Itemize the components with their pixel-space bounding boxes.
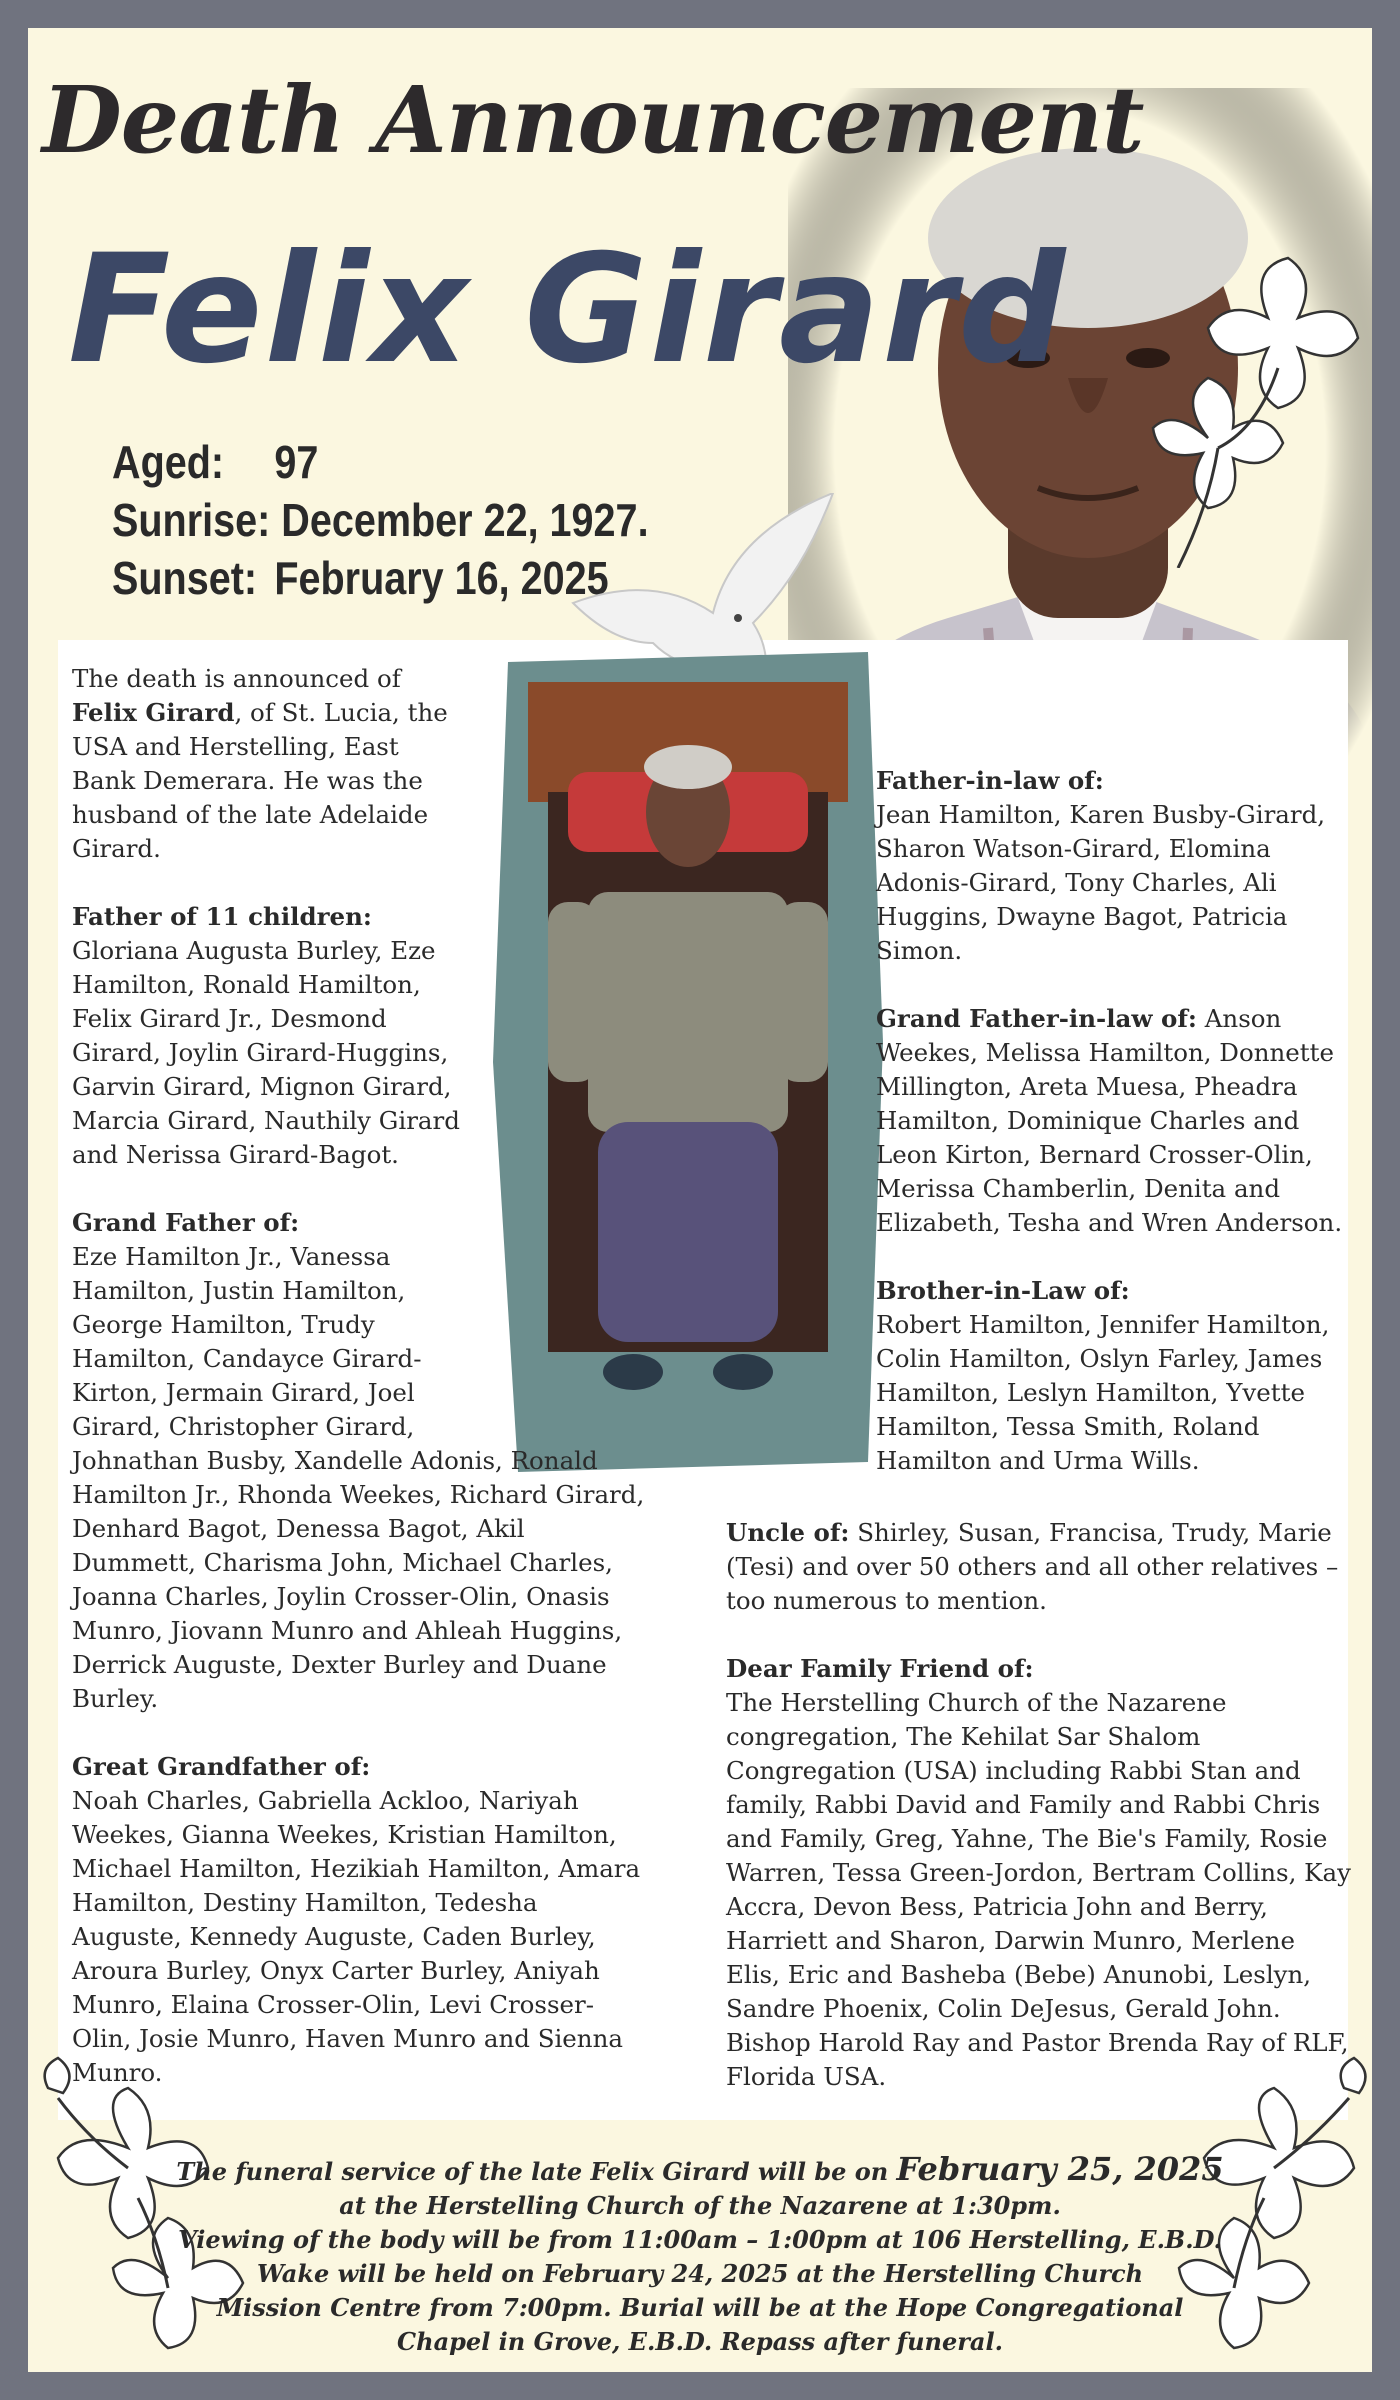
children-section: [72, 900, 464, 1172]
father-in-law-heading: Father-in-law of:: [876, 766, 1104, 795]
aged-label: Aged:: [112, 436, 225, 488]
great-grandfather-section: [72, 1750, 652, 2090]
brother-in-law-heading: Brother-in-Law of:: [876, 1276, 1130, 1305]
sunset-label: Sunset:: [112, 552, 258, 604]
left-column: [72, 662, 652, 2124]
great-grandfather-text: Noah Charles, Gabriella Ackloo, Nariyah Weekes, Gianna Weekes, Kristian Hamilton, Michael Hamilton, Hezikiah Hamilton, Amara Hamilton, Destiny Hamilton, Tedesha Auguste, Kennedy Auguste, Caden Burley, Aroura Burley, Onyx Carter Burley, Aniyah Munro, Elaina Crosser-Olin, Levi Crosser-Olin, Josie Munro, Haven Munro and Sienna Munro.: [72, 1786, 641, 2087]
header-title: Death Announcement: [42, 66, 1144, 174]
announcement-paper: [28, 28, 1372, 2372]
sunset-value: February 16, 2025: [274, 552, 609, 604]
family-friend-text: The Herstelling Church of the Nazarene congregation, The Kehilat Sar Shalom Congregation (USA) including Rabbi Stan and family, Rabbi David and Family and Rabbi Chris and Family, Greg, Yahne, The Bie's Family, Rosie Warren, Tessa Green-Jordon, Bertram Collins, Kay Accra, Devon Bess, Patricia John and Berry, Harriett and Sharon, Darwin Munro, Merlene Elis, Eric and Basheba (Bebe) Anunobi, Leslyn, Sandre Phoenix, Colin DeJesus, Gerald John. Bishop Harold Ray and Pastor Brenda Ray of RLF, Florida USA.: [726, 1688, 1351, 2091]
grandfather-in-law-heading: Grand Father-in-law of:: [876, 1004, 1197, 1033]
grandfather-in-law-text: Anson Weekes, Melissa Hamilton, Donnette Millington, Areta Muesa, Pheadra Hamilton, Dominique Charles and Leon Kirton, Bernard Crosser-Olin, Merissa Chamberlin, Denita and Elizabeth, Tesha and Wren Anderson.: [876, 1004, 1343, 1237]
family-friend-heading: Dear Family Friend of:: [726, 1654, 1034, 1683]
brother-in-law-section: [876, 1274, 1356, 1478]
intro-before: The death is announced of: [72, 664, 401, 693]
grandfather-in-law-section: [876, 1002, 1356, 1240]
funeral-line-6: Chapel in Grove, E.B.D. Repass after funeral.: [397, 2327, 1003, 2356]
funeral-line-2: at the Herstelling Church of the Nazarene at 1:30pm.: [339, 2191, 1061, 2220]
uncle-heading: Uncle of:: [726, 1518, 850, 1547]
intro-after: , of St. Lucia, the USA and Herstelling, East Bank Demerara. He was the husband of the late Adelaide Girard.: [72, 698, 448, 863]
uncle-section: [726, 1516, 1356, 1618]
grandfather-section: [72, 1206, 652, 1716]
great-grandfather-heading: Great Grandfather of:: [72, 1752, 371, 1781]
right-column-lower: [726, 1516, 1356, 2128]
sunrise-value: December 22, 1927.: [281, 494, 649, 546]
funeral-line-4: Wake will be held on February 24, 2025 at the Herstelling Church: [256, 2259, 1144, 2288]
family-friend-section: [726, 1652, 1356, 2094]
children-text: Gloriana Augusta Burley, Eze Hamilton, Ronald Hamilton, Felix Girard Jr., Desmond Girard, Joylin Girard-Huggins, Garvin Girard, Mignon Girard, Marcia Girard, Nauthily Girard and Nerissa Girard-Bagot.: [72, 936, 460, 1169]
funeral-date: February 25, 2025: [896, 2150, 1224, 2188]
father-in-law-text: Jean Hamilton, Karen Busby-Girard, Sharon Watson-Girard, Elomina Adonis-Girard, Tony Charles, Ali Huggins, Dwayne Bagot, Patricia Simon.: [876, 800, 1326, 965]
grandfather-text-wide: Johnathan Busby, Xandelle Adonis, Ronald Hamilton Jr., Rhonda Weekes, Richard Girard, Denhard Bagot, Denessa Bagot, Akil Dummett, Charisma John, Michael Charles, Joanna Charles, Joylin Crosser-Olin, Onasis Munro, Jiovann Munro and Ahleah Huggins, Derrick Auguste, Dexter Burley and Duane Burley.: [72, 1446, 645, 1713]
deceased-name: Felix Girard: [68, 223, 1068, 397]
funeral-line-1-text: The funeral service of the late Felix Girard will be on: [176, 2157, 889, 2186]
father-in-law-section: [876, 764, 1356, 968]
children-heading: Father of 11 children:: [72, 902, 372, 931]
funeral-line-5: Mission Centre from 7:00pm. Burial will be at the Hope Congregational: [216, 2293, 1184, 2322]
funeral-line-1: [148, 2152, 1252, 2189]
aged-row: [112, 433, 649, 491]
intro-paragraph: [72, 662, 464, 866]
funeral-line-3: Viewing of the body will be from 11:00am – 1:00pm at 106 Herstelling, E.B.D.: [178, 2225, 1222, 2254]
funeral-info: [148, 2152, 1252, 2359]
sunrise-label: Sunrise:: [112, 494, 271, 546]
right-column: [876, 764, 1356, 1512]
uncle-text: Shirley, Susan, Francisa, Trudy, Marie (Tesi) and over 50 others and all other relatives – too numerous to mention.: [726, 1518, 1339, 1615]
grandfather-heading: Grand Father of:: [72, 1208, 300, 1237]
aged-value: 97: [274, 436, 319, 488]
grandfather-text-narrow: Eze Hamilton Jr., Vanessa Hamilton, Justin Hamilton, George Hamilton, Trudy Hamilton, Candayce Girard-Kirton, Jermain Girard, Joel Girard, Christopher Girard,: [72, 1242, 422, 1441]
intro-name: Felix Girard: [72, 698, 235, 727]
flower-top-right-icon: [1118, 248, 1368, 568]
brother-in-law-text: Robert Hamilton, Jennifer Hamilton, Colin Hamilton, Oslyn Farley, James Hamilton, Leslyn Hamilton, Yvette Hamilton, Tessa Smith, Roland Hamilton and Urma Wills.: [876, 1310, 1330, 1475]
